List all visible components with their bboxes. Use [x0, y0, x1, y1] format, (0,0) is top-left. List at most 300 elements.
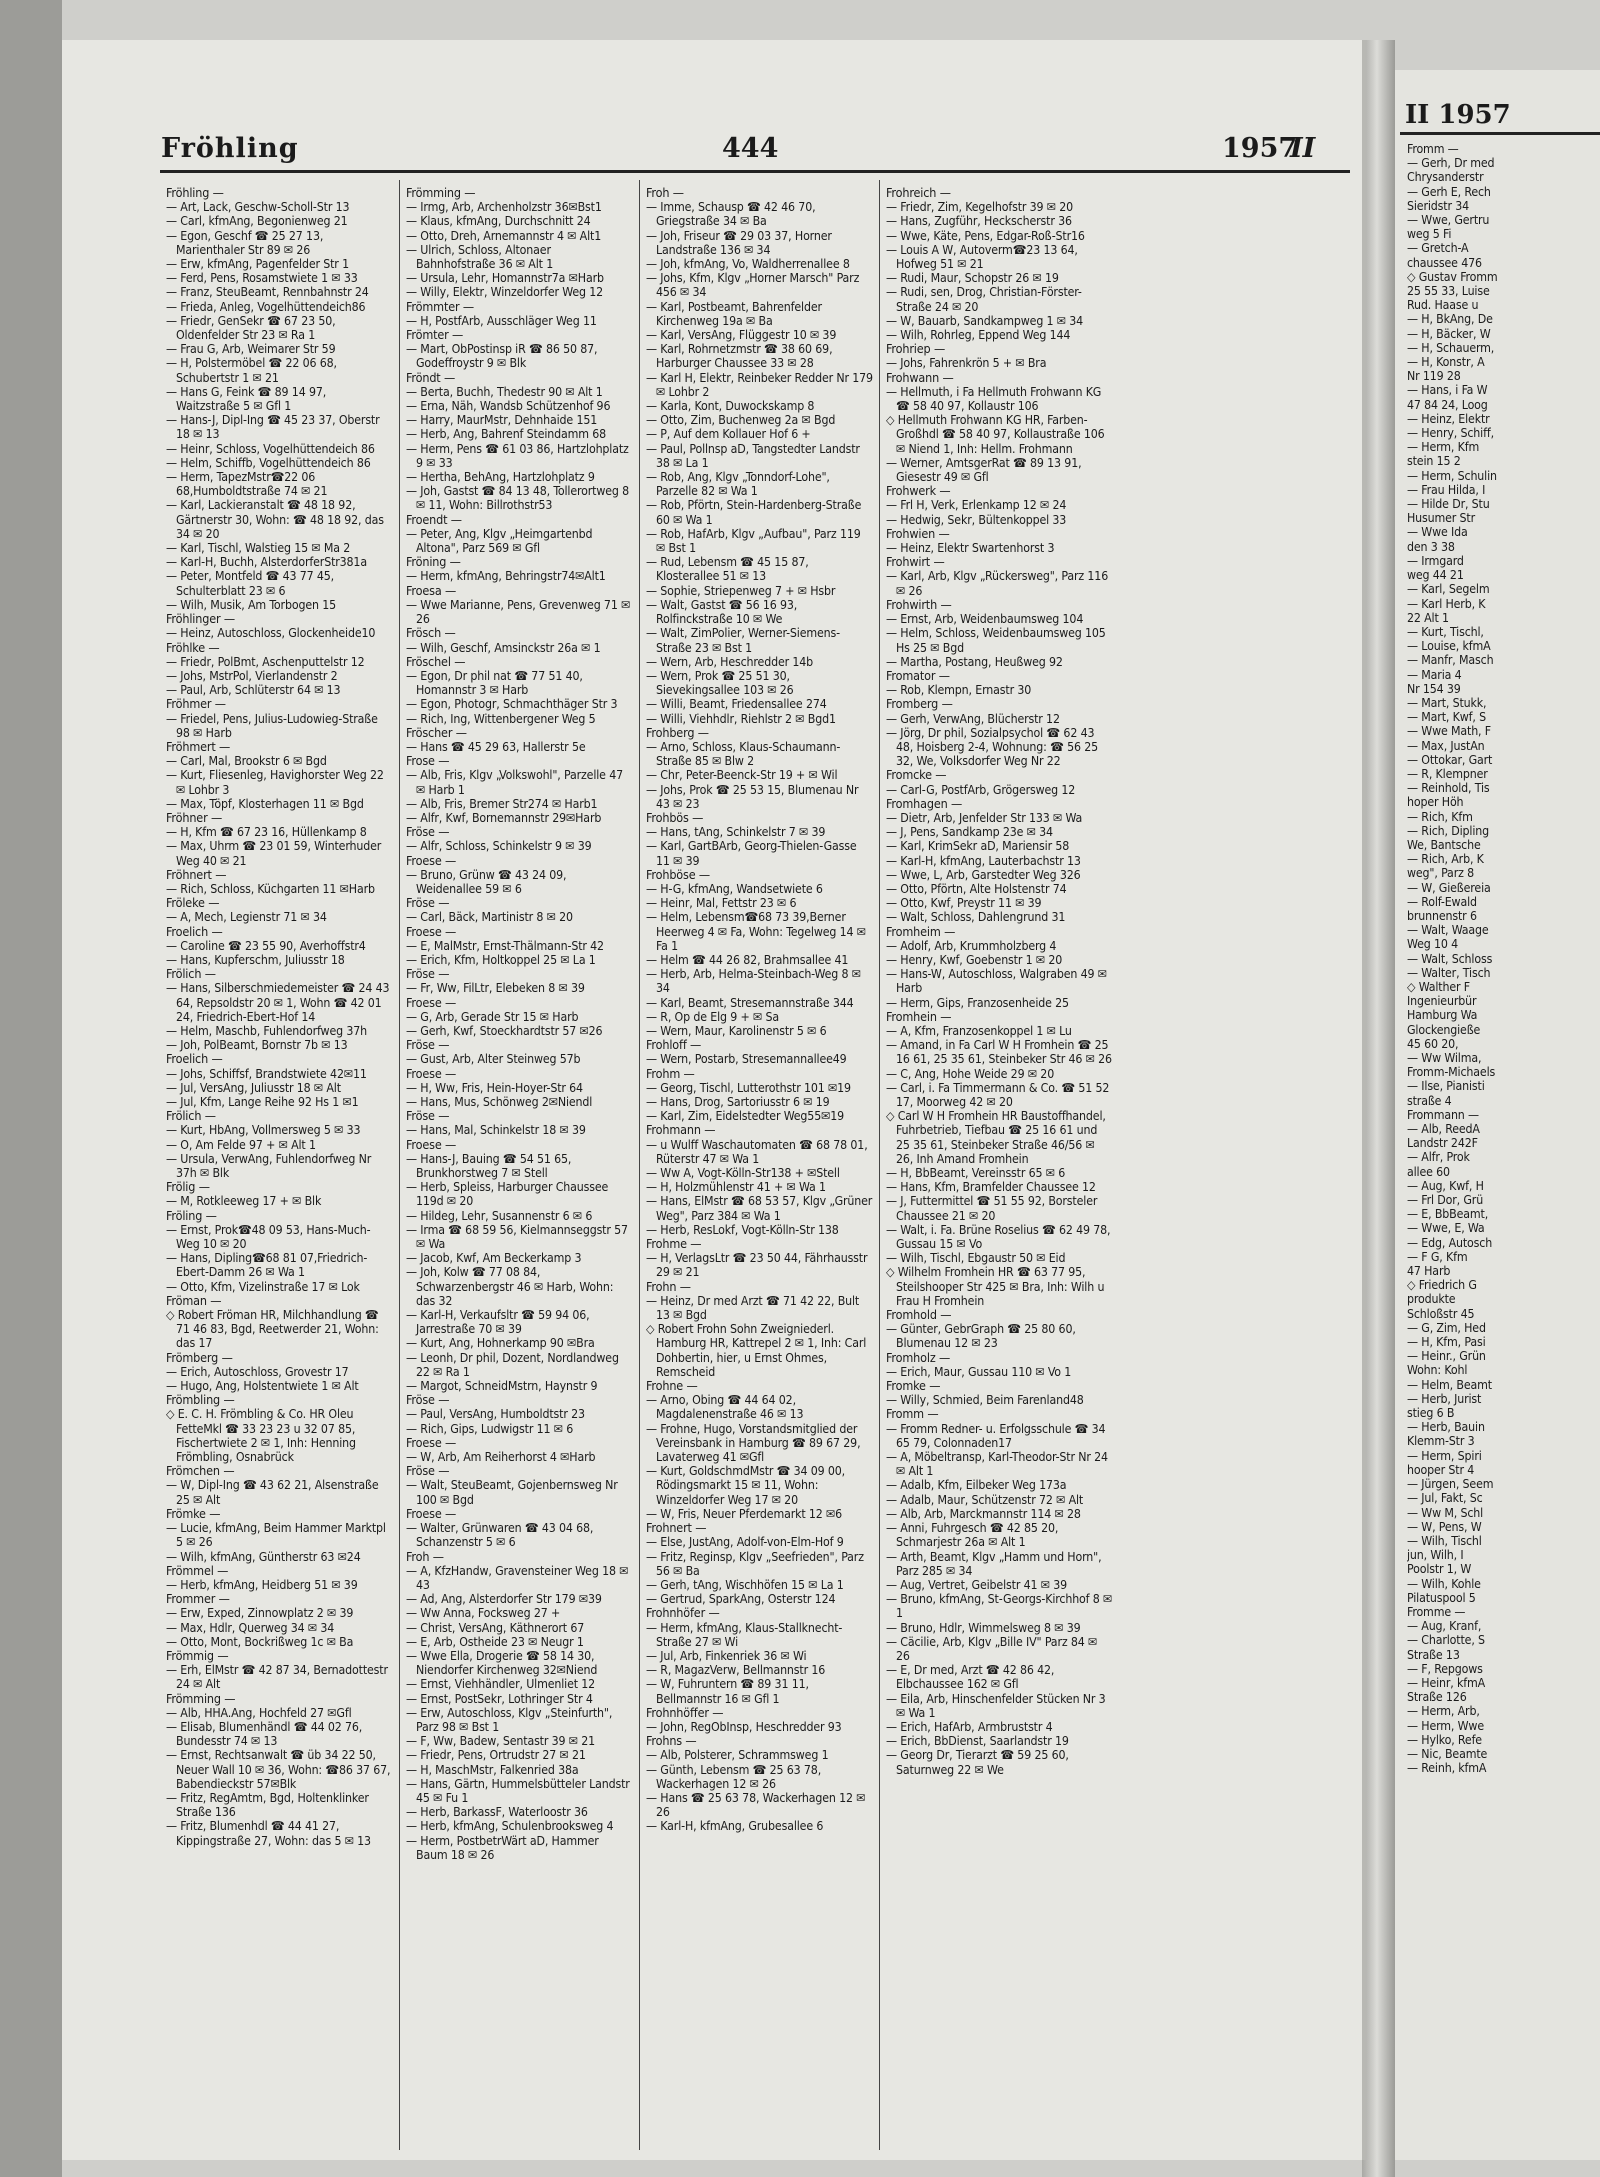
directory-entry: — Wilh, Tischl	[1407, 1533, 1482, 1548]
directory-entry: — Helm, Lebensm☎68 73 39,Berner Heerweg 4 ✉ Fa, Wohn: Tegelweg 14 ✉ Fa 1	[646, 910, 866, 953]
right-page-head: II 1957	[1405, 100, 1511, 130]
directory-entry: — Otto, Dreh, Arnemannstr 4 ✉ Alt1	[406, 228, 602, 243]
surname-heading: Fröschel —	[406, 653, 466, 669]
directory-entry: — Wilh, Tischl, Ebgaustr 50 ✉ Eid	[886, 1251, 1066, 1266]
directory-entry: — Adalb, Kfm, Eilbeker Weg 173a	[886, 1478, 1067, 1493]
directory-entry: — H, Schauerm,	[1407, 340, 1495, 355]
directory-entry: — Karl-H, kfmAng, Grubesallee 6	[646, 1819, 824, 1834]
directory-entry: — Wwe, L, Arb, Garstedter Weg 326	[886, 867, 1081, 882]
directory-entry: — Herm, Wwe	[1407, 1718, 1484, 1733]
directory-entry: Klemm-Str 3	[1407, 1434, 1475, 1449]
directory-entry: weg", Parz 8	[1407, 866, 1474, 881]
directory-entry: — Herm, Schulin	[1407, 468, 1497, 483]
directory-entry: — W, Fris, Neuer Pferdemarkt 12 ✉6	[646, 1506, 843, 1521]
directory-entry: — Ferd, Pens, Rosamstwiete 1 ✉ 33	[166, 271, 358, 286]
directory-entry: — Hans-W, Autoschloss, Walgraben 49 ✉ Harb	[886, 967, 1107, 996]
directory-entry: — Frau G, Arb, Weimarer Str 59	[166, 342, 336, 357]
directory-entry: Fromm-Michaels	[1407, 1065, 1496, 1080]
directory-entry: — Herm, Arb,	[1407, 1704, 1480, 1719]
directory-entry: — Alfr, Kwf, Bornemannstr 29✉Harb	[406, 810, 602, 825]
directory-entry: — Jörg, Dr phil, Sozialpsychol ☎ 62 43 48, Hoisberg 2-4, Wohnung: ☎ 56 25 32, We, Volksdorfer Weg Nr 22	[886, 725, 1098, 769]
directory-page-444	[62, 40, 1362, 2160]
directory-entry: — Egon, Photogr, Schmachthäger Str 3	[406, 697, 618, 712]
directory-entry: — Fr, Ww, FilLtr, Elebeken 8 ✉ 39	[406, 981, 585, 996]
directory-entry: — Hans, Drog, Sartoriusstr 6 ✉ 19	[646, 1095, 830, 1109]
directory-entry: — Klaus, kfmAng, Durchschnitt 24	[406, 214, 591, 229]
right-head-rule	[1400, 132, 1600, 135]
directory-entry: — R, Op de Elg 9 + ✉ Sa	[646, 1009, 779, 1024]
directory-entry: ◇ Walther F	[1407, 979, 1470, 994]
directory-entry: stieg 6 B	[1407, 1406, 1455, 1421]
directory-entry: — Karl, Arb, Klgv „Rückersweg", Parz 116 ✉ 26	[886, 569, 1109, 598]
directory-entry: — H, Konstr, A	[1407, 355, 1485, 370]
directory-entry: — Wwe Ella, Drogerie ☎ 58 14 30, Niendorfer Kirchenweg 32✉Niend	[406, 1648, 598, 1678]
directory-entry: — Frl H, Verk, Erlenkamp 12 ✉ 24	[886, 498, 1067, 513]
surname-heading: Frohriep —	[886, 341, 946, 357]
directory-entry: — Max, Hdlr, Querweg 34 ✉ 34	[166, 1620, 335, 1635]
directory-entry: — Karl Herb, K	[1407, 596, 1486, 611]
directory-entry: — Christ, VersAng, Käthnerort 67	[406, 1620, 585, 1635]
directory-entry: — W, Dipl-Ing ☎ 43 62 21, Alsenstraße 25 ✉ Alt	[166, 1478, 379, 1507]
directory-entry: ◇ E. C. H. Frömbling & Co. HR Oleu FetteMkl ☎ 33 23 23 u 32 07 85, Fischertwiete 2 ✉ 1, Inh: Henning Frömbling, Osnabrück	[166, 1407, 356, 1465]
directory-entry: — O, Am Felde 97 + ✉ Alt 1	[166, 1137, 316, 1152]
directory-entry: — Karl, Rohrnetzmstr ☎ 38 60 69, Harburger Chaussee 33 ✉ 28	[646, 342, 833, 371]
directory-entry: — A, Möbeltransp, Karl-Theodor-Str Nr 24 ✉ Alt 1	[886, 1450, 1108, 1479]
directory-entry: — Otto, Kfm, Vizelinstraße 17 ✉ Lok	[166, 1279, 360, 1294]
directory-entry: — Erich, Autoschloss, Grovestr 17	[166, 1364, 349, 1379]
directory-entry: — Alb, Fris, Klgv „Volkswohl", Parzelle 47 ✉ Harb 1	[406, 768, 623, 797]
directory-column-4	[880, 180, 1120, 2150]
surname-heading: Fromhagen —	[886, 795, 963, 811]
directory-entry: — Friedr, Zim, Kegelhofstr 39 ✉ 20	[886, 200, 1074, 215]
directory-entry: — Wwe, Käte, Pens, Edgar-Roß-Str16	[886, 228, 1085, 243]
directory-entry: — Elisab, Blumenhändl ☎ 44 02 76, Bundesstr 74 ✉ 13	[166, 1719, 363, 1749]
surname-heading: Frohwirth —	[886, 596, 952, 612]
page-year: 1957	[1222, 133, 1298, 164]
directory-entry: — Louise, kfmA	[1407, 639, 1491, 654]
surname-heading: Froendt —	[406, 511, 462, 527]
directory-entry: — Alb, Polsterer, Schrammsweg 1	[646, 1748, 829, 1763]
directory-entry: — Henry, Schiff,	[1407, 426, 1494, 441]
surname-heading: Fromm —	[886, 1406, 939, 1422]
directory-entry: Nr 154 39	[1407, 681, 1461, 696]
directory-entry: — Ursula, Lehr, Homannstr7a ✉Harb	[406, 271, 604, 286]
directory-entry: straße 4	[1407, 1093, 1452, 1108]
surname-heading: Fromator —	[886, 667, 950, 683]
directory-entry: — Franz, SteuBeamt, Rennbahnstr 24	[166, 285, 369, 300]
directory-entry: — Gerh E, Rech	[1407, 184, 1491, 199]
directory-entry: — Hellmuth, i Fa Hellmuth Frohwann KG ☎ 58 40 97, Kollaustr 106	[886, 384, 1102, 414]
surname-heading: Frömming —	[166, 1690, 236, 1706]
directory-entry: — Frau Hilda, I	[1407, 482, 1486, 497]
directory-entry: — Fromm Redner- u. Erfolgsschule ☎ 34 65 79, Colonnaden17	[886, 1421, 1106, 1450]
directory-entry: — Ottokar, Gart	[1407, 752, 1493, 767]
directory-entry: hooper Str 4	[1407, 1462, 1475, 1477]
directory-entry: — Caroline ☎ 23 55 90, Averhoffstr4	[166, 938, 366, 953]
directory-entry: — P, Auf dem Kollauer Hof 6 +	[646, 427, 811, 442]
directory-entry: — Jul, Kfm, Lange Reihe 92 Hs 1 ✉1	[166, 1095, 359, 1109]
directory-entry: — M, Rotkleeweg 17 + ✉ Blk	[166, 1194, 322, 1209]
surname-heading: Fromberg —	[886, 696, 953, 712]
directory-entry: — Walter, Grünwaren ☎ 43 04 68, Schanzenstr 5 ✉ 6	[406, 1521, 594, 1550]
directory-entry: — Rich, Arb, K	[1407, 852, 1484, 867]
directory-entry: — Herb, kfmAng, Schulenbrooksweg 4	[406, 1819, 614, 1834]
directory-entry: — Reinh, kfmA	[1407, 1761, 1487, 1776]
surname-heading: Frömbling —	[166, 1392, 235, 1408]
directory-entry: — Kurt, Tischl,	[1407, 624, 1484, 639]
directory-entry: Sieridstr 34	[1407, 198, 1469, 213]
directory-entry: — Herb, ResLokf, Vogt-Kölln-Str 138	[646, 1222, 839, 1237]
directory-entry: ◇ Gustav Fromm	[1407, 269, 1498, 284]
directory-entry: — Herb, Jurist	[1407, 1391, 1482, 1406]
directory-entry: — W, Arb, Am Reiherhorst 4 ✉Harb	[406, 1450, 596, 1465]
directory-entry: — Heinr, Mal, Fettstr 23 ✉ 6	[646, 896, 797, 911]
directory-entry: — Gerh, VerwAng, Blücherstr 12	[886, 711, 1060, 726]
directory-entry: — Wern, Arb, Heschredder 14b	[646, 654, 814, 669]
surname-heading: Fromke —	[886, 1378, 941, 1394]
directory-entry: — Anni, Fuhrgesch ☎ 42 85 20, Schmarjestr 26a ✉ Alt 1	[886, 1521, 1059, 1550]
surname-heading: Fröse —	[406, 895, 450, 911]
directory-entry: — Helm, Schloss, Weidenbaumsweg 105 Hs 25 ✉ Bgd	[886, 626, 1106, 655]
directory-entry: — Gerh, tAng, Wischhöfen 15 ✉ La 1	[646, 1577, 844, 1592]
directory-entry: — G, Zim, Hed	[1407, 1320, 1486, 1335]
directory-entry: — Helm, Maschb, Fuhlendorfweg 37h	[166, 1023, 367, 1038]
directory-entry: — Kurt, GoldschmdMstr ☎ 34 09 00, Rödingsmarkt 15 ✉ 11, Wohn: Winzeldorfer Weg 17 ✉ 20	[646, 1464, 846, 1507]
directory-entry: — Frl Dor, Grü	[1407, 1193, 1484, 1208]
scan-edge	[0, 0, 62, 2177]
directory-entry: — C, Ang, Hohe Weide 29 ✉ 20	[886, 1066, 1055, 1081]
directory-entry: — Fritz, Reginsp, Klgv „Seefrieden", Parz 56 ✉ Ba	[646, 1549, 864, 1578]
head-rule	[160, 170, 1350, 173]
directory-entry: — Erna, Näh, Wandsb Schützenhof 96	[406, 399, 611, 414]
directory-entry: — Mart, ObPostinsp iR ☎ 86 50 87, Godeffroystr 9 ✉ Blk	[406, 342, 598, 371]
directory-entry: — Irmg, Arb, Archenholzstr 36✉Bst1	[406, 200, 602, 215]
directory-entry: — Erw, Autoschloss, Klgv „Steinfurth", Parz 98 ✉ Bst 1	[406, 1705, 613, 1734]
directory-entry: — Willy, Elektr, Winzeldorfer Weg 12	[406, 285, 604, 300]
directory-entry: — Kurt, HbAng, Vollmersweg 5 ✉ 33	[166, 1123, 361, 1138]
directory-entry: — Jul, Arb, Finkenriek 36 ✉ Wi	[646, 1648, 807, 1663]
directory-entry: — Harry, MaurMstr, Dehnhaide 151	[406, 413, 598, 428]
directory-entry: — Hans, i Fa W	[1407, 383, 1488, 398]
surname-heading: Froelich —	[166, 1051, 223, 1067]
surname-heading: Frömke —	[166, 1505, 221, 1521]
directory-entry: — Ernst, Arb, Weidenbaumsweg 104	[886, 612, 1084, 627]
directory-entry: — Friedr, PolBmt, Aschenputtelstr 12	[166, 654, 365, 669]
surname-heading: Frohnert —	[646, 1520, 707, 1536]
directory-entry: hoper Höh	[1407, 795, 1464, 810]
surname-heading: Froese —	[406, 1065, 457, 1081]
surname-heading: Fromholz —	[886, 1349, 951, 1365]
directory-entry: — Georg Dr, Tierarzt ☎ 59 25 60, Saturnweg 22 ✉ We	[886, 1748, 1069, 1777]
directory-entry: — H, Bäcker, W	[1407, 326, 1491, 341]
directory-entry: — Dietr, Arb, Jenfelder Str 133 ✉ Wa	[886, 810, 1083, 825]
directory-entry: — Alb, Arb, Marckmannstr 114 ✉ 28	[886, 1506, 1081, 1521]
directory-entry: — Fritz, RegAmtm, Bgd, Holtenklinker Straße 136	[166, 1790, 369, 1820]
directory-entry: — F, Repgows	[1407, 1661, 1483, 1676]
directory-entry: — Gust, Arb, Alter Steinweg 57b	[406, 1052, 581, 1067]
directory-entry: Landstr 242F	[1407, 1136, 1478, 1151]
directory-columns	[160, 180, 1360, 2150]
directory-entry: Weg 10 4	[1407, 937, 1458, 952]
directory-entry: — Irma ☎ 68 59 56, Kielmannseggstr 57 ✉ Wa	[406, 1222, 628, 1252]
directory-entry: — Erich, Kfm, Holtkoppel 25 ✉ La 1	[406, 952, 596, 967]
directory-entry: ◇ Friedrich G	[1407, 1278, 1477, 1293]
directory-entry: — Sophie, Striepenweg 7 + ✉ Hsbr	[646, 583, 836, 598]
directory-entry: — Carl-G, PostfArb, Grögersweg 12	[886, 782, 1076, 797]
surname-heading: Fröse —	[406, 1463, 450, 1479]
directory-entry: — Walt, SteuBeamt, Gojenbernsweg Nr 100 ✉ Bgd	[406, 1478, 618, 1507]
directory-entry: allee 60	[1407, 1164, 1450, 1179]
directory-entry: — Hildeg, Lehr, Susannenstr 6 ✉ 6	[406, 1208, 593, 1223]
directory-entry: — Martha, Postang, Heußweg 92	[886, 654, 1063, 669]
surname-heading: Frohnhöfer —	[646, 1605, 720, 1621]
surname-heading: Fröse —	[406, 1108, 450, 1124]
directory-entry: — Karl, Lackieranstalt ☎ 48 18 92, Gärtnerstr 30, Wohn: ☎ 48 18 92, das 34 ✉ 20	[166, 498, 384, 541]
surname-heading: Fröscher —	[406, 724, 467, 740]
directory-entry: — Hans, Dipling☎68 81 07,Friedrich-Ebert-Damm 26 ✉ Wa 1	[166, 1251, 368, 1280]
directory-entry: — Herb, Arb, Helma-Steinbach-Weg 8 ✉ 34	[646, 967, 861, 996]
directory-entry: — Erich, BbDienst, Saarlandstr 19	[886, 1734, 1069, 1749]
directory-entry: — Erich, Maur, Gussau 110 ✉ Vo 1	[886, 1364, 1072, 1379]
directory-entry: — Hans, Zugführ, Heckscherstr 36	[886, 214, 1072, 229]
directory-entry: brunnenstr 6	[1407, 908, 1477, 923]
directory-entry: — Henry, Kwf, Goebenstr 1 ✉ 20	[886, 952, 1063, 967]
surname-heading: Frömter —	[406, 327, 464, 343]
surname-heading: Fröhmert —	[166, 738, 231, 754]
directory-entry: — Rob, Ang, Klgv „Tonndorf-Lohe", Parzelle 82 ✉ Wa 1	[646, 470, 830, 499]
surname-heading: Frohns —	[646, 1733, 697, 1749]
directory-entry: — Herm, Spiri	[1407, 1448, 1482, 1463]
directory-entry: — Ww Anna, Focksweg 27 +	[406, 1606, 561, 1621]
directory-entry: — E, Arb, Ostheide 23 ✉ Neugr 1	[406, 1634, 584, 1649]
directory-entry: — Gertrud, SparkAng, Osterstr 124	[646, 1592, 836, 1607]
directory-entry: — Heinz, Elektr	[1407, 411, 1490, 426]
directory-entry: — Karl, Beamt, Stresemannstraße 344	[646, 995, 854, 1010]
directory-entry: — Friedel, Pens, Julius-Ludowieg-Straße 98 ✉ Harb	[166, 711, 378, 740]
surname-heading: Froese —	[406, 994, 457, 1010]
directory-entry: Rud. Haase u	[1407, 298, 1479, 313]
page-volume: II	[1290, 133, 1316, 164]
surname-heading: Frölich —	[166, 1108, 216, 1124]
directory-entry: Fromm —	[1407, 142, 1459, 156]
surname-heading: Froese —	[406, 1505, 457, 1521]
directory-entry: — Georg, Tischl, Lutterothstr 101 ✉19	[646, 1080, 851, 1095]
directory-entry: — Ernst, Prok☎48 09 53, Hans-Much-Weg 10 ✉ 20	[166, 1222, 371, 1252]
directory-entry: — Karl, KrimSekr aD, Mariensir 58	[886, 839, 1070, 854]
directory-entry: ◇ Robert Frohn Sohn Zweigniederl. Hamburg HR, Kattrepel 2 ✉ 1, Inh: Carl Dohbertin, hier, u Ernst Ohmes, Remscheid	[646, 1322, 867, 1379]
directory-entry: — Lucie, kfmAng, Beim Hammer Marktpl 5 ✉ 26	[166, 1521, 386, 1550]
directory-entry: — Aug, Kwf, H	[1407, 1178, 1484, 1193]
directory-entry: — Herm, TapezMstr☎22 06 68,Humboldtstraße 74 ✉ 21	[166, 470, 328, 499]
directory-entry: — Bruno, Grünw ☎ 43 24 09, Weidenallee 59 ✉ 6	[406, 867, 567, 896]
directory-entry: — Max, Uhrm ☎ 23 01 59, Winterhuder Weg 40 ✉ 21	[166, 839, 382, 868]
page-number: 444	[722, 133, 779, 164]
directory-entry: produkte	[1407, 1292, 1456, 1307]
directory-entry: — Heinr, Schloss, Vogelhüttendeich 86	[166, 441, 375, 456]
directory-entry: — Ernst, Viehhändler, Ulmenliet 12	[406, 1677, 596, 1692]
surname-heading: Froese —	[406, 852, 457, 868]
directory-entry: — Johs, Schiffsf, Brandstwiete 42✉11	[166, 1066, 367, 1081]
directory-entry: — H, MaschMstr, Falkenried 38a	[406, 1762, 579, 1777]
directory-entry: — Arno, Obing ☎ 44 64 02, Magdalenenstraße 46 ✉ 13	[646, 1393, 804, 1422]
surname-heading: Frömming —	[406, 185, 476, 200]
directory-entry: — Ww A, Vogt-Kölln-Str138 + ✉Stell	[646, 1166, 840, 1181]
directory-entry: — Ilse, Pianisti	[1407, 1079, 1485, 1094]
directory-entry: — Walt, ZimPolier, Werner-Siemens-Straße 23 ✉ Bst 1	[646, 626, 840, 655]
directory-entry: — Günth, Lebensm ☎ 25 63 78, Wackerhagen 12 ✉ 26	[646, 1762, 822, 1791]
directory-entry: — J, Pens, Sandkamp 23e ✉ 34	[886, 825, 1053, 840]
directory-entry: — Eila, Arb, Hinschenfelder Stücken Nr 3 ✉ Wa 1	[886, 1691, 1106, 1720]
directory-entry: — Carl, kfmAng, Begonienweg 21	[166, 214, 348, 229]
directory-column-2	[400, 180, 640, 2150]
directory-entry: — Walt, Schloss, Dahlengrund 31	[886, 910, 1066, 925]
directory-entry: — Hans ☎ 25 63 78, Wackerhagen 12 ✉ 26	[646, 1790, 866, 1820]
directory-entry: — Peter, Montfeld ☎ 43 77 45, Schulterblatt 23 ✉ 6	[166, 569, 335, 598]
directory-entry: — Wilh, Kohle	[1407, 1576, 1481, 1591]
directory-entry: — Willi, Viehhdlr, Riehlstr 2 ✉ Bgd1	[646, 711, 836, 726]
surname-heading: Frohm —	[646, 1065, 695, 1081]
directory-entry: — Rich, Schloss, Küchgarten 11 ✉Harb	[166, 881, 375, 896]
directory-entry: — Wwe Ida	[1407, 525, 1468, 540]
surname-heading: Fröse —	[406, 966, 450, 982]
directory-entry: — Otto, Pförtn, Alte Holstenstr 74	[886, 881, 1067, 896]
directory-entry: — Herm, Kfm	[1407, 440, 1480, 455]
directory-entry: Ingenieurbür	[1407, 994, 1477, 1009]
directory-entry: 25 55 33, Luise	[1407, 284, 1490, 299]
directory-entry: — Wilh, kfmAng, Güntherstr 63 ✉24	[166, 1549, 361, 1564]
directory-entry: — Kurt, Fliesenleg, Havighorster Weg 22 ✉ Lohbr 3	[166, 768, 384, 797]
directory-entry: — Adalb, Maur, Schützenstr 72 ✉ Alt	[886, 1492, 1084, 1507]
directory-entry: — Johs, Kfm, Klgv „Horner Marsch" Parz 456 ✉ 34	[646, 271, 860, 300]
surname-heading: Fröleke —	[166, 895, 220, 911]
directory-entry: — Hedwig, Sekr, Bültenkoppel 33	[886, 512, 1067, 527]
directory-entry: — Otto, Zim, Buchenweg 2a ✉ Bgd	[646, 413, 836, 428]
directory-entry: Frommann —	[1407, 1107, 1479, 1122]
directory-entry: — Bruno, kfmAng, St-Georgs-Kirchhof 8 ✉ 1	[886, 1592, 1113, 1621]
directory-entry: — Otto, Mont, Bockrißweg 1c ✉ Ba	[166, 1634, 354, 1649]
directory-entry: — Alb, HHA.Ang, Hochfeld 27 ✉Gfl	[166, 1705, 352, 1720]
directory-entry: — Rob, HafArb, Klgv „Aufbau", Parz 119 ✉ Bst 1	[646, 526, 861, 556]
directory-entry: weg 5 Fi	[1407, 227, 1452, 242]
directory-entry: Wohn: Kohl	[1407, 1363, 1468, 1378]
directory-entry: — Jul, VersAng, Juliusstr 18 ✉ Alt	[166, 1080, 341, 1095]
surname-heading: Frömmter —	[406, 298, 474, 314]
directory-entry: — Helm, Beamt	[1407, 1377, 1492, 1392]
surname-heading: Frömmig —	[166, 1647, 229, 1663]
directory-entry: — E, MalMstr, Ernst-Thälmann-Str 42	[406, 938, 604, 953]
directory-entry: — Herm, PostbetrWärt aD, Hammer Baum 18 ✉ 26	[406, 1833, 599, 1862]
directory-entry: — Frohne, Hugo, Vorstandsmitglied der Vereinsbank in Hamburg ☎ 89 67 29, Lavaterweg 41 ✉Gfl	[646, 1421, 861, 1465]
directory-entry: — Erw, kfmAng, Pagenfelder Str 1	[166, 257, 349, 272]
directory-entry: — H, Holzmühlenstr 41 + ✉ Wa 1	[646, 1180, 826, 1195]
directory-entry: — W, Bauarb, Sandkampweg 1 ✉ 34	[886, 313, 1084, 328]
surname-heading: Froese —	[406, 1136, 457, 1152]
directory-entry: — Margot, SchneidMstrn, Haynstr 9	[406, 1379, 598, 1394]
directory-entry: — Rudi, Maur, Schopstr 26 ✉ 19	[886, 271, 1059, 286]
directory-entry: — Karl, Postbeamt, Bahrenfelder Kirchenweg 19a ✉ Ba	[646, 299, 822, 328]
directory-entry: — Adolf, Arb, Krummholzberg 4	[886, 938, 1057, 953]
directory-entry: stein 15 2	[1407, 454, 1461, 469]
directory-entry: — Erw, Exped, Zinnowplatz 2 ✉ 39	[166, 1606, 354, 1621]
surname-heading: Fröse —	[406, 824, 450, 840]
surname-heading: Fröse —	[406, 1037, 450, 1053]
directory-entry: jun, Wilh, I	[1407, 1548, 1464, 1563]
surname-heading: Fröhner —	[166, 809, 223, 825]
directory-entry: — Hans-J, Dipl-Ing ☎ 45 23 37, Oberstr 18 ✉ 13	[166, 413, 380, 442]
directory-entry: — Rudi, sen, Drog, Christian-Förster-Straße 24 ✉ 20	[886, 285, 1082, 314]
directory-entry: — Günter, GebrGraph ☎ 25 80 60, Blumenau 12 ✉ 23	[886, 1322, 1076, 1351]
directory-entry: — Paul, VersAng, Humboldtstr 23	[406, 1407, 585, 1422]
directory-entry: — Manfr, Masch	[1407, 653, 1494, 668]
directory-entry: — H, Kfm, Pasi	[1407, 1335, 1486, 1350]
directory-entry: — Karl, Tischl, Walstieg 15 ✉ Ma 2	[166, 541, 351, 556]
directory-entry: — Joh, kfmAng, Vo, Waldherrenallee 8	[646, 257, 850, 272]
directory-entry: Poolstr 1, W	[1407, 1562, 1472, 1577]
directory-entry: — Edg, Autosch	[1407, 1235, 1493, 1250]
directory-page-445-edge	[1395, 70, 1600, 2160]
surname-heading: Frohböse —	[646, 866, 711, 882]
directory-entry: — Wwe Math, F	[1407, 724, 1492, 739]
directory-entry: — Herm, kfmAng, Behringstr74✉Alt1	[406, 569, 606, 584]
directory-entry: — Rob, Klempn, Ernastr 30	[886, 683, 1032, 698]
directory-entry: — Heinz, Dr med Arzt ☎ 71 42 22, Bult 13 ✉ Bgd	[646, 1293, 860, 1323]
directory-entry: — Herb, Spleiss, Harburger Chaussee 119d ✉ 20	[406, 1180, 609, 1209]
directory-entry: — Hans, Kupferschm, Juliusstr 18	[166, 952, 345, 967]
surname-heading: Frose —	[406, 753, 450, 769]
directory-entry: — Helm ☎ 44 26 82, Brahmsallee 41	[646, 952, 849, 967]
directory-entry: — Maria 4	[1407, 667, 1462, 682]
directory-entry: — F G, Kfm	[1407, 1249, 1468, 1264]
directory-entry: — Wwe, Gertru	[1407, 213, 1490, 228]
directory-entry: — Charlotte, S	[1407, 1633, 1485, 1648]
directory-entry: — Ad, Ang, Alsterdorfer Str 179 ✉39	[406, 1592, 602, 1607]
directory-entry: — Erich, HafArb, Armbruststr 4	[886, 1719, 1053, 1734]
surname-heading: Froese —	[406, 1434, 457, 1450]
directory-entry: — Gretch-A	[1407, 241, 1469, 256]
surname-heading: Froese —	[406, 923, 457, 939]
directory-entry: — Jul, Fakt, Sc	[1407, 1491, 1483, 1506]
surname-heading: Frohn —	[646, 1278, 691, 1294]
directory-entry: — H, Ww, Fris, Hein-Hoyer-Str 64	[406, 1080, 583, 1095]
directory-entry: — W, Fuhruntern ☎ 89 31 11, Bellmannstr 16 ✉ Gfl 1	[646, 1677, 809, 1706]
directory-entry: — Wilh, Musik, Am Torbogen 15	[166, 597, 336, 612]
surname-heading: Fröse —	[406, 1392, 450, 1408]
directory-entry: Pilatuspool 5	[1407, 1590, 1476, 1605]
directory-entry: — Wilh, Geschf, Amsinckstr 26a ✉ 1	[406, 640, 601, 655]
directory-entry: — H-G, kfmAng, Wandsetwiete 6	[646, 881, 823, 896]
surname-heading: Frohne —	[646, 1378, 698, 1394]
directory-entry: — Ww Wilma,	[1407, 1051, 1482, 1065]
directory-entry: — Jürgen, Seem	[1407, 1477, 1494, 1492]
directory-entry: — Berta, Buchh, Thedestr 90 ✉ Alt 1	[406, 384, 603, 399]
directory-entry: — Rich, Gips, Ludwigstr 11 ✉ 6	[406, 1421, 574, 1436]
surname-heading: Frohmann —	[646, 1122, 716, 1138]
directory-entry: — Hans G, Feink ☎ 89 14 97, Waitzstraße 5 ✉ Gfl 1	[166, 384, 327, 414]
directory-entry: — G, Arb, Gerade Str 15 ✉ Harb	[406, 1009, 579, 1024]
directory-entry: — Hans, Mus, Schönweg 2✉Niendl	[406, 1095, 593, 1109]
directory-entry: — Arth, Beamt, Klgv „Hamm und Horn", Parz 285 ✉ 34	[886, 1549, 1102, 1578]
directory-entry: — Heinr, kfmA	[1407, 1675, 1486, 1690]
directory-entry: Glockengieße	[1407, 1022, 1481, 1037]
directory-entry: — Rich, Ing, Wittenbergener Weg 5	[406, 711, 596, 726]
surname-heading: Fromhein —	[886, 1008, 952, 1024]
directory-entry: — Karl-H, Verkaufsltr ☎ 59 94 06, Jarrestraße 70 ✉ 39	[406, 1308, 590, 1337]
directory-entry: 47 Harb	[1407, 1264, 1451, 1279]
surname-heading: Fröling —	[166, 1207, 217, 1223]
directory-entry: — Hertha, BehAng, Hartzlohplatz 9	[406, 470, 595, 485]
directory-entry: — Rich, Kfm	[1407, 809, 1473, 824]
directory-entry: — Karl, GartBArb, Georg-Thielen-Gasse 11 ✉ 39	[646, 839, 857, 868]
